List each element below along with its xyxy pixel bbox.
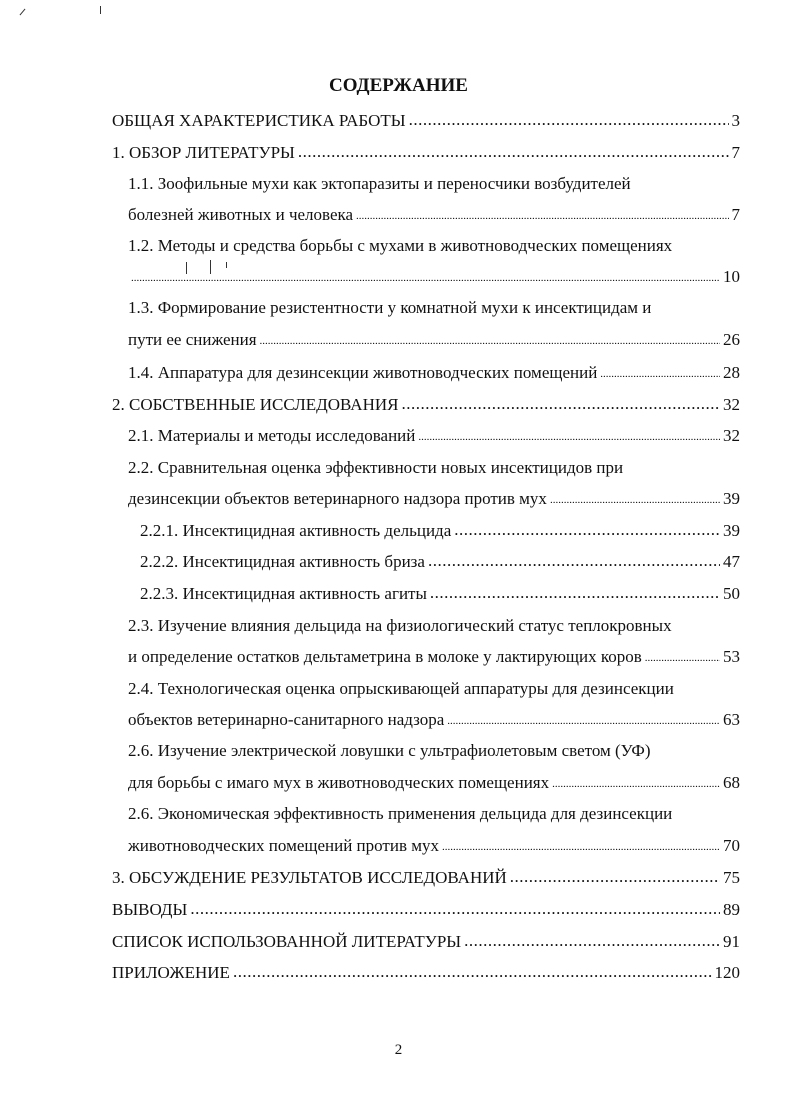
toc-entry xyxy=(112,960,740,986)
toc-entry-title: ОБЩАЯ ХАРАКТЕРИСТИКА РАБОТЫ xyxy=(112,111,406,130)
toc-leader-dots xyxy=(190,896,720,922)
toc-entry-first-line: 1.3. Формирование резистентности у комнатной мухи к инсектицидам и xyxy=(128,298,652,317)
toc-entry-first-line: 2.4. Технологическая оценка опрыскивающей аппаратуры для дезинсекции xyxy=(128,679,674,698)
toc-entry-page: 63 xyxy=(723,710,740,729)
toc-leader-dots xyxy=(298,139,729,165)
toc-entry xyxy=(128,264,740,290)
toc-entry xyxy=(140,581,740,607)
toc-entry-page: 28 xyxy=(723,363,740,382)
toc-entry-title: ПРИЛОЖЕНИЕ xyxy=(112,963,230,982)
toc-entry-page: 50 xyxy=(723,584,740,603)
toc-leader-dots xyxy=(510,864,720,890)
toc-entry-first-line: 1.2. Методы и средства борьбы с мухами в животноводческих помещениях xyxy=(128,236,673,255)
toc-leader-dots xyxy=(645,645,720,671)
toc-entry-page: 47 xyxy=(723,552,740,571)
toc-leader-dots xyxy=(356,203,728,229)
toc-entry-title: 2.1. Материалы и методы исследований xyxy=(128,426,416,445)
toc-leader-dots xyxy=(131,265,720,291)
toc-leader-dots xyxy=(409,107,729,133)
toc-entry-title: СПИСОК ИСПОЛЬЗОВАННОЙ ЛИТЕРАТУРЫ xyxy=(112,932,462,951)
toc-entry-first-line: 2.6. Изучение электрической ловушки с ультрафиолетовым светом (УФ) xyxy=(128,741,651,760)
toc-entry xyxy=(128,423,740,449)
toc-entry-page: 26 xyxy=(723,330,740,349)
toc-leader-dots xyxy=(233,959,712,985)
toc-entry-page: 7 xyxy=(731,143,740,162)
toc-leader-dots xyxy=(418,424,720,450)
toc-entry-title: 1.4. Аппаратура для дезинсекции животноводческих помещений xyxy=(128,363,598,382)
toc-entry-page: 91 xyxy=(723,932,740,951)
toc-leader-dots xyxy=(430,580,720,606)
toc-entry xyxy=(128,202,740,228)
toc-entry-page: 68 xyxy=(723,773,740,792)
toc-entry-title: 2.2.3. Инсектицидная активность агиты xyxy=(140,584,427,603)
toc-entry-title: 2. СОБСТВЕННЫЕ ИССЛЕДОВАНИЯ xyxy=(112,395,399,414)
toc-leader-dots xyxy=(428,548,720,574)
toc-entry-page: 75 xyxy=(723,868,740,887)
toc-entry xyxy=(112,865,740,891)
toc-entry-title: пути ее снижения xyxy=(128,330,257,349)
toc-entry-page: 53 xyxy=(723,647,740,666)
toc-entry-title: ВЫВОДЫ xyxy=(112,900,188,919)
toc-entry-title: дезинсекции объектов ветеринарного надзора против мух xyxy=(128,489,547,508)
toc-leader-dots xyxy=(447,708,720,734)
toc-entry xyxy=(128,327,740,353)
toc-entry xyxy=(128,833,740,859)
toc-entry-title: и определение остатков дельтаметрина в молоке у лактирующих коров xyxy=(128,647,642,666)
toc-entry-title: 2.2.2. Инсектицидная активность бриза xyxy=(140,552,425,571)
toc-leader-dots xyxy=(600,361,720,387)
toc-entry-title: животноводческих помещений против мух xyxy=(128,836,439,855)
toc-entry-page: 32 xyxy=(723,426,740,445)
toc-entry xyxy=(112,929,740,955)
toc-leader-dots xyxy=(454,517,720,543)
scan-mark xyxy=(100,6,101,14)
toc-entry-first-line: 2.3. Изучение влияния дельцида на физиологический статус теплокровных xyxy=(128,616,672,635)
toc-leader-dots xyxy=(464,928,720,954)
toc-entry xyxy=(112,140,740,166)
page-title: СОДЕРЖАНИЕ xyxy=(329,75,468,96)
page-number: 2 xyxy=(394,1042,403,1058)
toc-entry-page: 3 xyxy=(731,111,740,130)
toc-entry xyxy=(140,518,740,544)
toc-entry xyxy=(128,644,740,670)
toc-entry-page: 39 xyxy=(723,521,740,540)
toc-leader-dots xyxy=(260,328,720,354)
toc-entry-title: 3. ОБСУЖДЕНИЕ РЕЗУЛЬТАТОВ ИССЛЕДОВАНИЙ xyxy=(112,868,507,887)
toc-entry-page: 7 xyxy=(731,205,740,224)
toc-entry-title: для борьбы с имаго мух в животноводческих помещениях xyxy=(128,773,550,792)
toc-entry xyxy=(112,108,740,134)
toc-leader-dots xyxy=(442,834,720,860)
toc-entry-page: 70 xyxy=(723,836,740,855)
toc-entry xyxy=(140,549,740,575)
toc-entry-page: 10 xyxy=(723,267,740,286)
toc-entry-first-line: 2.6. Экономическая эффективность применения дельцида для дезинсекции xyxy=(128,804,673,823)
toc-entry xyxy=(112,897,740,923)
toc-entry-title: объектов ветеринарно-санитарного надзора xyxy=(128,710,445,729)
toc-entry-first-line: 1.1. Зоофильные мухи как эктопаразиты и переносчики возбудителей xyxy=(128,174,631,193)
toc-entry-title: 2.2.1. Инсектицидная активность дельцида xyxy=(140,521,452,540)
toc-entry-page: 32 xyxy=(723,395,740,414)
toc-entry-title: 1. ОБЗОР ЛИТЕРАТУРЫ xyxy=(112,143,295,162)
toc-entry-first-line: 2.2. Сравнительная оценка эффективности новых инсектицидов при xyxy=(128,458,624,477)
toc-leader-dots xyxy=(550,487,720,513)
toc-entry-page: 89 xyxy=(723,900,740,919)
toc-entry-page: 39 xyxy=(723,489,740,508)
toc-leader-dots xyxy=(552,771,720,797)
toc-entry-page: 120 xyxy=(714,963,740,982)
toc-entry xyxy=(128,486,740,512)
scan-mark xyxy=(20,9,26,16)
toc-entry xyxy=(128,707,740,733)
toc-entry xyxy=(128,770,740,796)
toc-entry-title: болезней животных и человека xyxy=(128,205,354,224)
toc-entry xyxy=(112,392,740,418)
toc-leader-dots xyxy=(401,391,720,417)
toc-entry xyxy=(128,360,740,386)
